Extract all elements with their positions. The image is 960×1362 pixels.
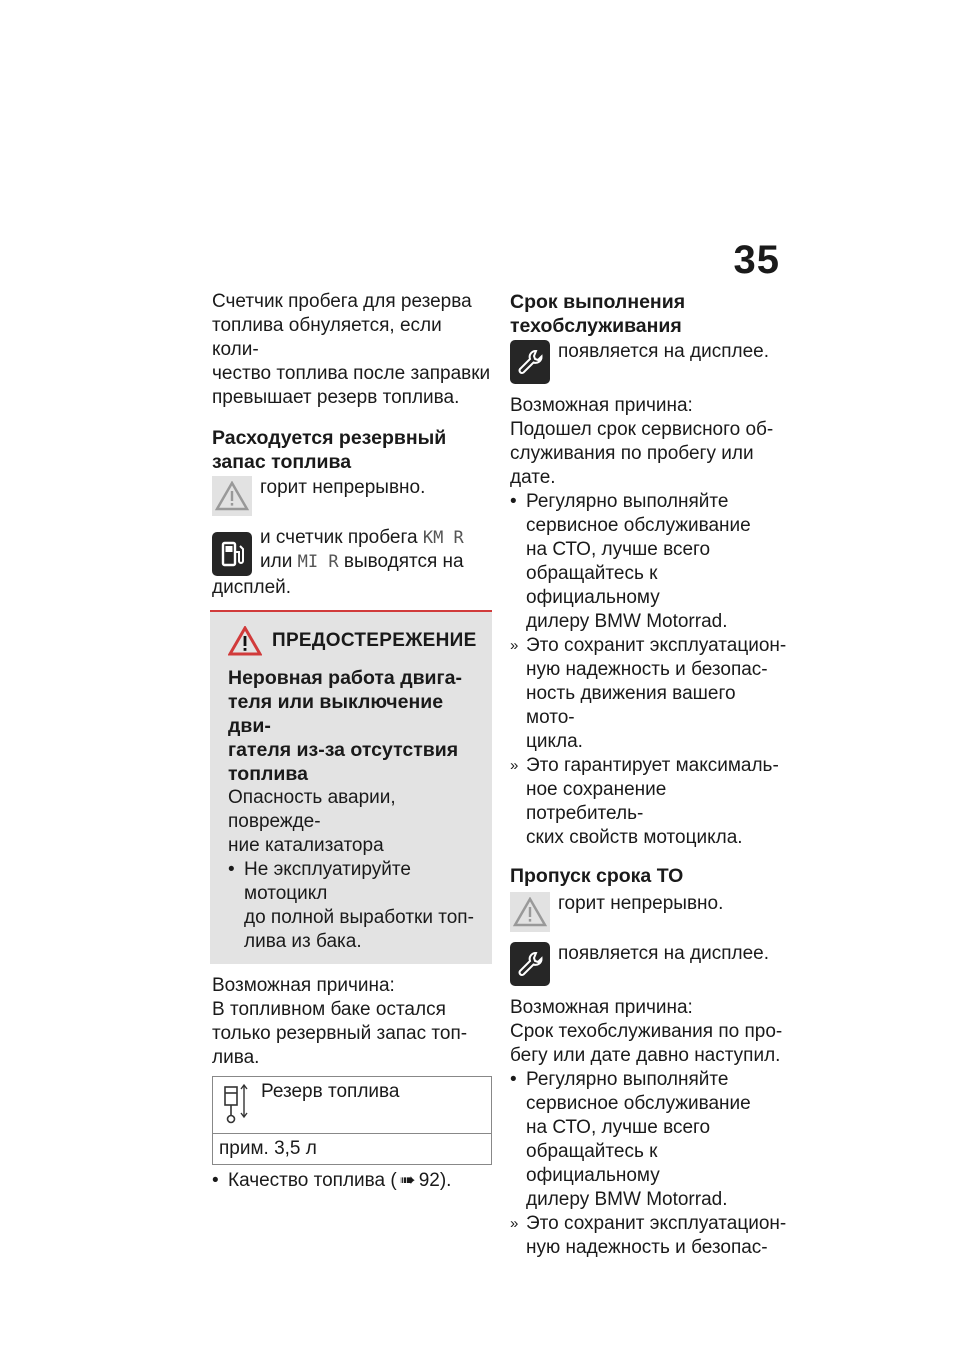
- cause-line: В топливном баке остался: [212, 999, 446, 1020]
- cause-line: лива.: [212, 1047, 260, 1068]
- result-item: » Это сохранит эксплуатацион- ную надежность и безопас- ность движения вашего мото- цикла.: [510, 635, 787, 752]
- wrench-text: появляется на дисплее.: [558, 943, 769, 964]
- spec-label: Резерв топлива: [261, 1081, 400, 1102]
- warning-lamp-row: [212, 476, 492, 516]
- wrench-icon: [510, 942, 550, 986]
- warning-lamp-text: горит непрерывно.: [260, 477, 426, 498]
- intro-line: топлива обнуляется, если коли-: [212, 315, 442, 360]
- intro-line: Счетчик пробега для резерва: [212, 291, 472, 312]
- fuel-lamp-text-end: дисплей.: [212, 577, 292, 598]
- fuel-reserve-table: [212, 1076, 492, 1165]
- fuel-gauge-icon: [219, 1081, 251, 1125]
- warning-box: [210, 610, 492, 964]
- warning-bullet: • Не эксплуатируйте мотоцикл до полной выработки топ- лива из бака.: [228, 859, 474, 952]
- wrench-icon: [510, 340, 550, 384]
- cause-label: Возможная причина:: [212, 975, 395, 996]
- warning-triangle-icon: [510, 892, 550, 932]
- mi-r-code: MI R: [297, 552, 339, 572]
- cause-line: служивания по пробегу или: [510, 443, 754, 464]
- intro-line: превышает резерв топлива.: [212, 387, 460, 408]
- km-r-code: KM R: [422, 528, 464, 548]
- cause-line: только резервный запас топ-: [212, 1023, 468, 1044]
- page-ref-link[interactable]: 92).: [418, 1170, 452, 1191]
- reserve-heading: Расходуется резервный запас топлива: [212, 427, 447, 473]
- warning-heading: Неровная работа двига- теля или выключение дви- гателя из-за отсутствия топлива: [228, 667, 463, 785]
- page-number: 35: [733, 238, 780, 282]
- cause-line: дате.: [510, 467, 556, 488]
- fuel-pump-icon: [212, 532, 252, 576]
- service-bullet: • Регулярно выполняйте сервисное обслуживание на СТО, лучше всего обращайтесь к официальному дилеру BMW Motorrad.: [510, 1069, 751, 1210]
- spec-value: прим. 3,5 л: [213, 1134, 492, 1165]
- result-item: » Это гарантирует максималь- ное сохранение потребитель- ских свойств мотоцикла.: [510, 755, 779, 848]
- cause-line: бегу или дате давно наступил.: [510, 1045, 781, 1066]
- service-heading: Срок выполнения техобслуживания: [510, 291, 686, 337]
- warning-lamp-text: горит непрерывно.: [558, 893, 724, 914]
- overdue-heading: Пропуск срока ТО: [510, 865, 684, 887]
- wrench-row-1: [510, 340, 788, 384]
- cause-label: Возможная причина:: [510, 997, 693, 1018]
- wrench-row-2: [510, 942, 788, 986]
- result-item: » Это сохранит эксплуатацион- ную надежность и безопас-: [510, 1213, 787, 1258]
- warning-triangle-icon: [212, 476, 252, 516]
- fuel-lamp-text-cont: выводятся на: [343, 551, 464, 572]
- cause-line: Подошел срок сервисного об-: [510, 419, 774, 440]
- intro-line: чество топлива после заправки: [212, 363, 491, 384]
- right-column: [510, 290, 788, 1260]
- cause-label: Возможная причина:: [510, 395, 693, 416]
- warning-red-icon: [228, 626, 262, 656]
- warning-lamp-row-2: [510, 892, 788, 932]
- cause-line: Срок техобслуживания по про-: [510, 1021, 783, 1042]
- fuel-lamp-row: [212, 526, 492, 576]
- left-column: [212, 290, 492, 1193]
- service-bullet: • Регулярно выполняйте сервисное обслуживание на СТО, лучше всего обращайтесь к официальному дилеру BMW Motorrad.: [510, 491, 751, 632]
- warning-text: Опасность аварии, поврежде-: [228, 787, 396, 832]
- wrench-text: появляется на дисплее.: [558, 341, 769, 362]
- intro-paragraph: [212, 290, 492, 410]
- quality-bullet: • Качество топлива ( ➠ 92).: [212, 1170, 452, 1191]
- fuel-lamp-text-or: или: [260, 551, 293, 572]
- warning-title: ПРЕДОСТЕРЕЖЕНИЕ: [272, 630, 477, 651]
- fuel-lamp-text: и счетчик пробега: [260, 527, 418, 548]
- page-ref-arrow-icon[interactable]: ➠: [399, 1170, 416, 1191]
- warning-text: ние катализатора: [228, 835, 384, 856]
